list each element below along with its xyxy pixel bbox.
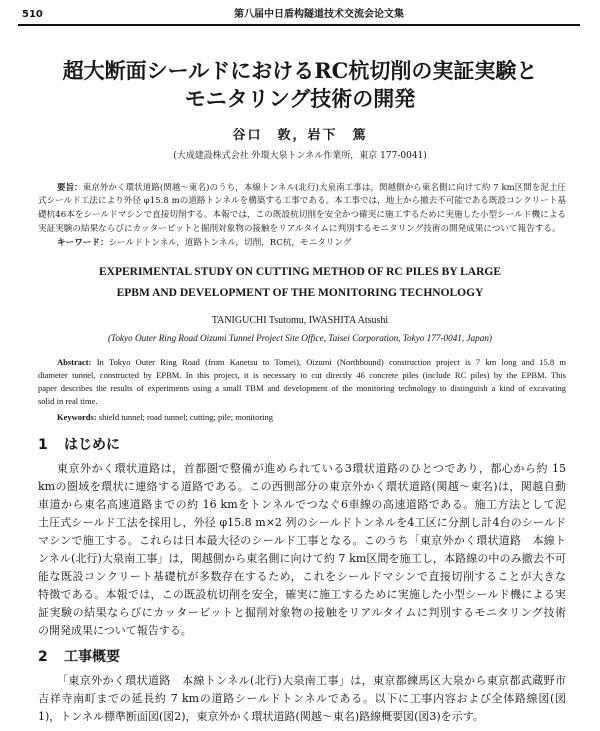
abstract-text-en: In Tokyo Outer Ring Road (from Kanetsu to Tomei), Oizumi (Northbound) construction project is 7 km long and 15.8 m	[91, 357, 566, 367]
section-body	[38, 460, 566, 640]
abstract-text: 東京外かく環状道路(関越～東名)のうち，本線トンネル(北行)大泉南工事は，関越側から東名側に向けて約 7 km区間を泥土圧	[82, 182, 566, 192]
body-line: 「東京外かく環状道路 本線トンネル(北行)大泉南工事」は，東京都練馬区大泉から東京都武蔵野市	[57, 674, 566, 687]
body-line: 証実験の結果ならびにカッタービットと掘削対象物の接触をリアルタイムに判別するモニタリング技術	[38, 606, 566, 619]
proceedings-title: 第八届中日盾构隧道技术交流会论文集	[234, 9, 404, 20]
section-number: 1	[38, 437, 48, 453]
body-line: kmの圏域を環状に連絡する道路である。この西側部分の東京外かく環状道路(関越～東名)は，関越自動	[38, 480, 566, 493]
abstract-line: 礎杭46本をシールドマシンで直接切削する。本報では，この既設杭切削を安全かつ確実に施工するために実施した小型シールド機による	[38, 210, 566, 220]
title-line-en: EPBM AND DEVELOPMENT OF THE MONITORING TECHNOLOGY	[116, 287, 484, 299]
abstract-line: 式シールド工法により外径 φ15.8 mの道路トンネルを構築する工事である。本工事では，地上から撤去不可能である既設コンクリート基	[38, 196, 566, 206]
section-heading	[38, 648, 120, 666]
affiliation-ja: (大成建設株式会社 外環大泉トンネル作業所，東京 177-0041)	[173, 151, 427, 161]
section-heading	[38, 436, 120, 454]
section-number: 2	[38, 649, 48, 665]
abstract-ja	[38, 180, 566, 250]
abstract-line: 実証実験の結果ならびにカッタービットと掘削対象物の接触をリアルタイムに判別するモニタリング技術の開発成果について報告する。	[38, 224, 561, 234]
keywords-text: シールドトンネル，道路トンネル，切削，RC杭，モニタリング	[108, 238, 352, 248]
body-line: マシンで施工する。これらは日本最大径のシールド工事となる。このうち「東京外かく環状道路 本線ト	[38, 534, 566, 547]
abstract-line	[38, 180, 566, 194]
keywords-label: キーワード：	[57, 238, 109, 248]
affiliation-en: (Tokyo Outer Ring Road Oizumi Tunnel Project Site Office, Taisei Corporation, Tokyo 177-0041, Japan)	[108, 333, 492, 343]
abstract-label: 要旨：	[57, 182, 83, 192]
section-title: はじめに	[64, 437, 120, 453]
page-number: 510	[22, 9, 43, 20]
body-line: ンネル(北行)大泉南工事」は，関越側から東名側に向けて約 7 km区間を施工し，本路線の中のみ撤去不可	[38, 552, 566, 565]
section-body	[38, 672, 566, 726]
title-line: 超大断面シールドにおけるRC杭切削の実証実験と	[62, 58, 538, 83]
keywords-label-en: Keywords:	[57, 412, 97, 422]
keywords-text-en: shield tunnel; road tunnel; cutting; pile; monitoring	[96, 412, 274, 422]
abstract-line-en	[38, 356, 566, 369]
title-line: モニタリング技術の開発	[184, 86, 416, 111]
body-line: 車道から東名高速道路までの約 16 kmをトンネルでつなぐ6車線の高速道路である。施工方法として泥	[38, 498, 566, 511]
body-line: の開発成果について報告する。	[38, 624, 192, 637]
abstract-line-en: solid in real time.	[38, 396, 98, 406]
abstract-en	[38, 356, 566, 408]
body-line: 東京外かく環状道路は，首都圏で整備が進められている3環状道路のひとつであり，都心から約 15	[57, 462, 566, 475]
author-names-en: TANIGUCHI Tsutomu, IWASHITA Atsushi	[211, 315, 389, 326]
keywords-ja	[38, 236, 566, 250]
header-rule	[18, 24, 580, 26]
body-line: 土圧式シールド工法を採用し，外径 φ15.8 m×2 列のシールドトンネルを4工区に分割し計4台のシールド	[38, 516, 566, 529]
body-line: 吉祥寺南町までの延長約 7 kmの道路シールドトンネルである。以下に工事内容および全体路線図(図	[38, 692, 566, 705]
author-names-ja: 谷口 敦，岩下 篤	[232, 128, 368, 143]
body-line: 1)，トンネル標準断面図(図2)，東京外かく環状道路(関越～東名)路線概要図(図3)を示す。	[38, 710, 484, 723]
keywords-line-en	[38, 411, 566, 424]
body-line: 能な既設コンクリート基礎杭が多数存在するため，これをシールドマシンで直接切削することが大きな	[38, 570, 566, 583]
keywords-en	[38, 411, 566, 424]
abstract-line-en: diameter tunnel, constructed by EPBM. In this project, it is necessary to cut directly 46 concrete piles (include RC piles) by the EPBM. This	[38, 370, 566, 380]
abstract-line-en: paper describes the results of experiments using a small TBM and development of the monitoring technology to distinguish a kind of excavating	[38, 383, 566, 393]
abstract-label-en: Abstract:	[57, 357, 92, 367]
title-line-en: EXPERIMENTAL STUDY ON CUTTING METHOD OF RC PILES BY LARGE	[98, 266, 502, 278]
body-line: 特徴である。本報では，この既設杭切削を安全，確実に施工するために実施した小型シールド機による実	[38, 588, 566, 601]
section-title: 工事概要	[64, 649, 120, 665]
